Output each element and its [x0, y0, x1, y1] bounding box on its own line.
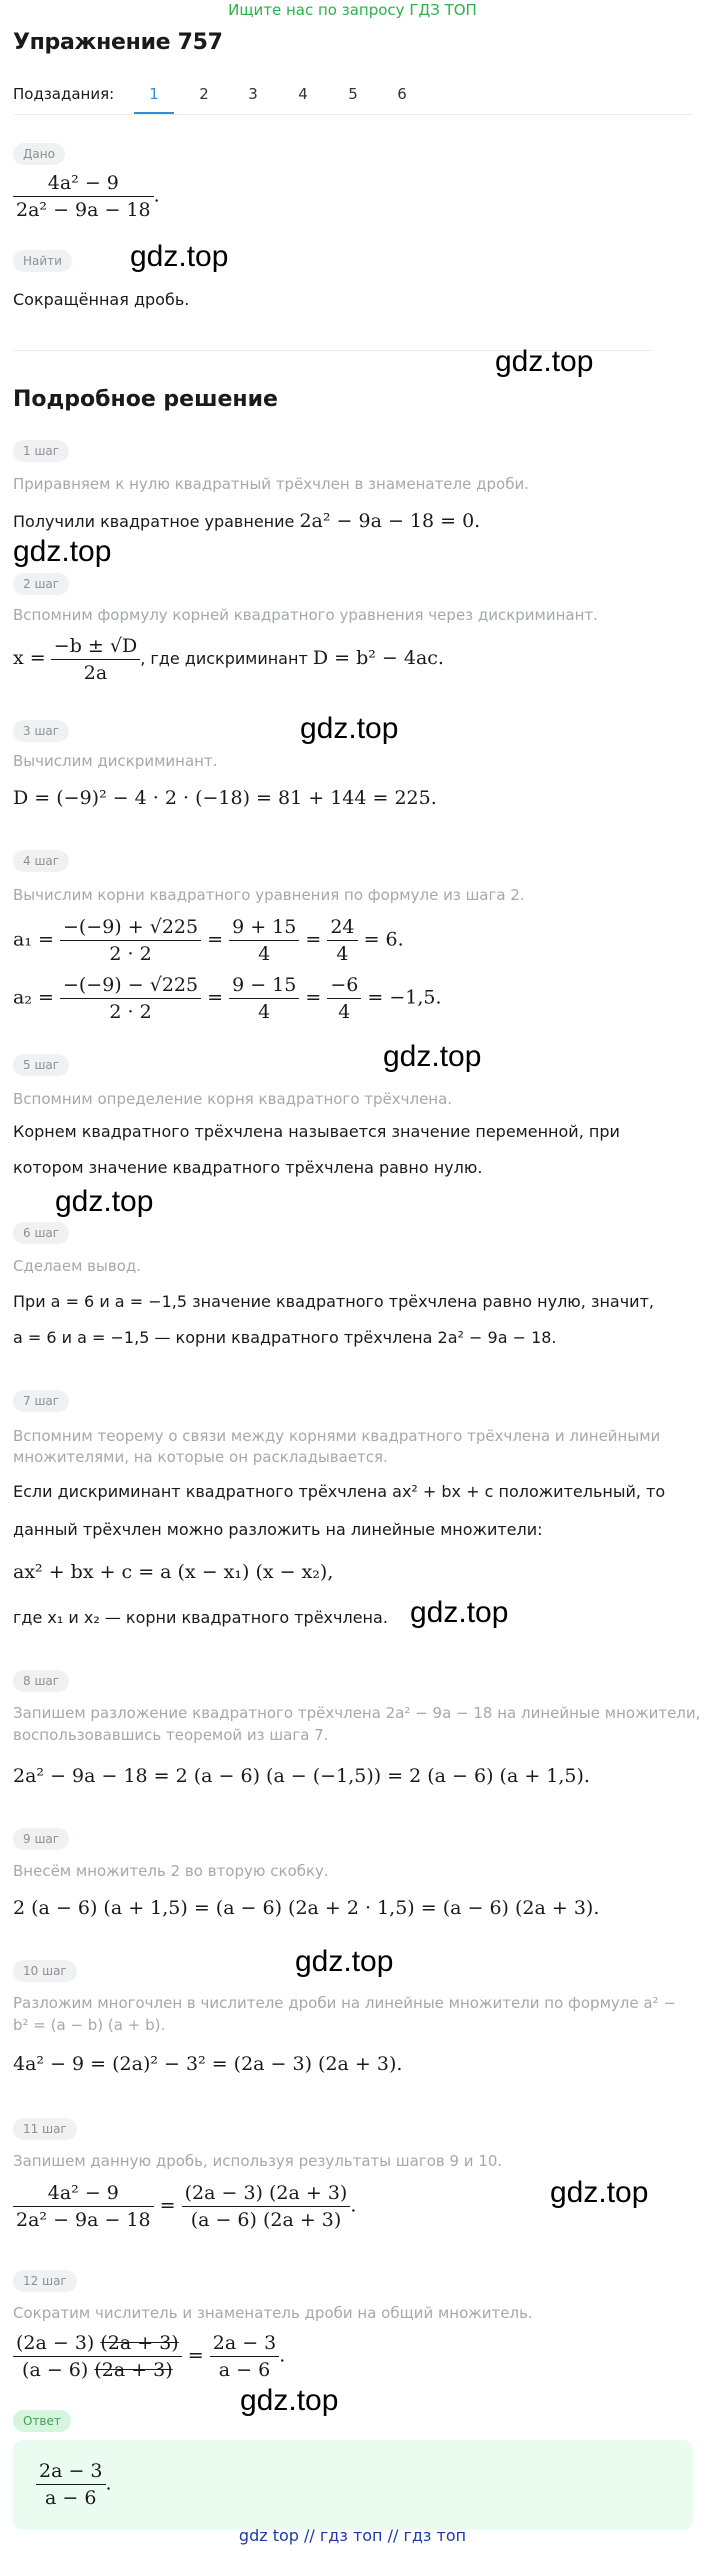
step-11-hint: Запишем данную дробь, используя результаты шагов 9 и 10.	[13, 2152, 503, 2170]
watermark: gdz.top	[295, 1945, 394, 1978]
page-title: Упражнение 757	[13, 30, 223, 55]
subtasks-label: Подзадания:	[13, 85, 115, 103]
step-12-math: $\frac{(2a - 3) (2a + 3)}{(a - 6) (2a + 3)}$ = $\frac{2a - 3}{a - 6}$ .	[13, 2330, 285, 2383]
find-text: Сокращённая дробь.	[13, 290, 190, 309]
watermark: gdz.top	[55, 1185, 154, 1218]
step-12-hint: Сократим числитель и знаменатель дроби на общий множитель.	[13, 2304, 533, 2322]
subtask-tab-2[interactable]: 2	[199, 85, 209, 103]
promo-banner[interactable]: Ищите нас по запросу ГДЗ ТОП	[228, 1, 477, 19]
step-7-math: ax² + bx + c = a (x − x₁) (x − x₂),	[13, 1561, 334, 1583]
subtask-tab-5[interactable]: 5	[348, 85, 358, 103]
step-6-line-1: При a = 6 и a = −1,5 значение квадратного трёхчлена равно нулю, значит,	[13, 1292, 654, 1311]
watermark: gdz.top	[550, 2176, 649, 2209]
watermark: gdz.top	[130, 240, 229, 273]
subtask-tab-3[interactable]: 3	[248, 85, 258, 103]
watermark: gdz.top	[383, 1040, 482, 1073]
step-4-root-1: a₁ = $\frac{-(-9) + √225}{2 \cdot 2}$ = $\frac{9 + 15}{4}$ = $\frac{24}{4}$ = 6.	[13, 916, 404, 965]
step-11-math: $\frac{\text{4a² − 9}}{\text{2a² − 9a − 18}}$ = $\frac{(2a - 3) (2a + 3)}{(a - 6) (2a + 3)}$ .	[13, 2180, 356, 2233]
watermark: gdz.top	[410, 1596, 509, 1629]
step-7-hint-1: Вспомним теорему о связи между корнями квадратного трёхчлена и линейными	[13, 1427, 661, 1445]
step-3-chip: 3 шаг	[13, 720, 69, 742]
step-3-hint: Вычислим дискриминант.	[13, 752, 218, 770]
given-fraction: $\frac{\text{4a² − 9}}{\text{2a² − 9a − 18}}$ .	[13, 170, 160, 223]
answer-chip: Ответ	[13, 2410, 71, 2432]
step-5-hint: Вспомним определение корня квадратного трёхчлена.	[13, 1090, 453, 1108]
step-1-chip: 1 шаг	[13, 440, 69, 462]
step-6-chip: 6 шаг	[13, 1222, 69, 1244]
given-chip: Дано	[13, 143, 65, 165]
step-4-root-2: a₂ = $\frac{-(-9) - √225}{2 \cdot 2}$ = $\frac{9 - 15}{4}$ = $\frac{-6}{4}$ = −1,5.	[13, 974, 442, 1023]
step-6-hint: Сделаем вывод.	[13, 1257, 142, 1275]
step-10-math: 4a² − 9 = (2a)² − 3² = (2a − 3) (2a + 3).	[13, 2053, 403, 2075]
step-7-line-1: Если дискриминант квадратного трёхчлена ax² + bx + c положительный, то	[13, 1482, 666, 1501]
subtasks-divider	[13, 114, 693, 115]
step-4-chip: 4 шаг	[13, 850, 69, 872]
answer-box	[13, 2440, 693, 2530]
step-8-hint-2: воспользовавшись теоремой из шага 7.	[13, 1726, 329, 1744]
active-tab-indicator	[134, 112, 174, 114]
step-5-line-2: котором значение квадратного трёхчлена равно нулю.	[13, 1158, 483, 1177]
step-8-math: 2a² − 9a − 18 = 2 (a − 6) (a − (−1,5)) = 2 (a − 6) (a + 1,5).	[13, 1765, 590, 1787]
footer-links[interactable]: gdz top // гдз топ // гдз топ	[238, 2526, 467, 2545]
step-1-text: Получили квадратное уравнение 2a² − 9a − 18 = 0.	[13, 510, 481, 532]
step-9-math: 2 (a − 6) (a + 1,5) = (a − 6) (2a + 2 · 1,5) = (a − 6) (2a + 3).	[13, 1897, 600, 1919]
subtask-tab-6[interactable]: 6	[397, 85, 407, 103]
step-11-chip: 11 шаг	[13, 2118, 77, 2140]
step-8-hint-1: Запишем разложение квадратного трёхчлена 2a² − 9a − 18 на линейные множители,	[13, 1704, 701, 1722]
step-2-hint: Вспомним формулу корней квадратного уравнения через дискриминант.	[13, 606, 598, 624]
watermark: gdz.top	[240, 2384, 339, 2417]
answer-fraction: $\frac{2a - 3}{a - 6}$ .	[36, 2458, 112, 2511]
step-2-chip: 2 шаг	[13, 573, 69, 595]
step-10-hint-1: Разложим многочлен в числителе дроби на линейные множители по формуле a² −	[13, 1994, 676, 2012]
watermark: gdz.top	[13, 535, 112, 568]
find-chip: Найти	[13, 250, 72, 272]
watermark: gdz.top	[300, 712, 399, 745]
watermark: gdz.top	[495, 345, 594, 378]
step-8-chip: 8 шаг	[13, 1670, 69, 1692]
step-5-chip: 5 шаг	[13, 1054, 69, 1076]
step-7-line-2: данный трёхчлен можно разложить на линейные множители:	[13, 1520, 543, 1539]
step-5-line-1: Корнем квадратного трёхчлена называется значение переменной, при	[13, 1122, 620, 1141]
subtask-tab-4[interactable]: 4	[298, 85, 308, 103]
step-3-math: D = (−9)² − 4 · 2 · (−18) = 81 + 144 = 225.	[13, 787, 437, 809]
step-2-formula: x = $\frac{-b \pm √D}{2a}$ , где дискриминант D = b² − 4ac.	[13, 635, 444, 684]
step-12-chip: 12 шаг	[13, 2270, 77, 2292]
step-9-chip: 9 шаг	[13, 1828, 69, 1850]
subtask-tab-1[interactable]: 1	[149, 85, 159, 103]
step-4-hint: Вычислим корни квадратного уравнения по формуле из шага 2.	[13, 886, 525, 904]
step-9-hint: Внесём множитель 2 во вторую скобку.	[13, 1862, 329, 1880]
step-10-chip: 10 шаг	[13, 1960, 77, 1982]
step-7-chip: 7 шаг	[13, 1390, 69, 1412]
step-7-hint-2: множителями, на которые он раскладывается.	[13, 1448, 388, 1466]
step-1-hint: Приравняем к нулю квадратный трёхчлен в знаменателе дроби.	[13, 475, 529, 493]
step-10-hint-2: b² = (a − b) (a + b).	[13, 2016, 166, 2034]
step-7-line-3: где x₁ и x₂ — корни квадратного трёхчлена.	[13, 1608, 388, 1627]
step-6-line-2: a = 6 и a = −1,5 — корни квадратного трёхчлена 2a² − 9a − 18.	[13, 1328, 557, 1347]
solution-title: Подробное решение	[13, 387, 278, 412]
